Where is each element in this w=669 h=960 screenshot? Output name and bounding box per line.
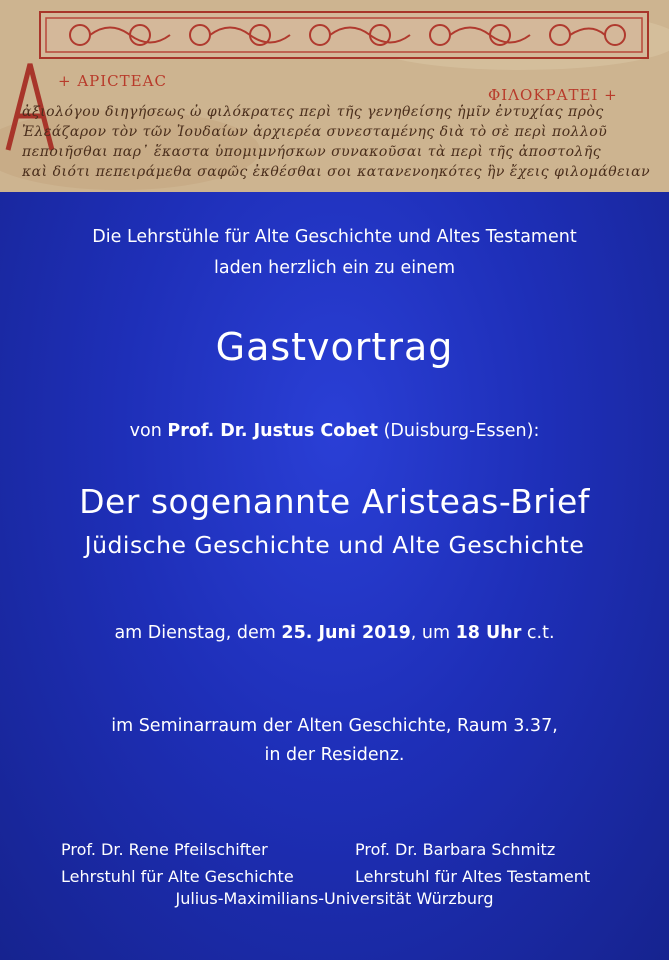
speaker-line: [0, 421, 669, 441]
date-middle: , um: [410, 623, 451, 643]
signatory-left: [61, 836, 294, 890]
invitation-text: [0, 222, 669, 284]
lecture-title: Der sogenannte Aristeas-Brief: [79, 482, 590, 521]
signatory-left-name: Prof. Dr. Rene Pfeilschifter: [61, 840, 268, 859]
manuscript-script-line: καὶ διότι πεπειράμεθα σαφῶς ἐκθέσθαι σοι κατανενοηκότες ἣν ἔχεις φιλομάθειαν: [22, 164, 651, 180]
invitation-line-2: laden herzlich ein zu einem: [213, 258, 455, 278]
speaker-name: Prof. Dr. Justus Cobet: [167, 421, 378, 441]
signatory-right-name: Prof. Dr. Barbara Schmitz: [355, 840, 556, 859]
date-suffix: c.t.: [526, 623, 555, 643]
manuscript-heading-left: + ΑΡΙϹΤΕΑϹ: [58, 72, 167, 90]
manuscript-heading-right: ΦΙΛΟΚΡΑΤΕΙ +: [488, 86, 618, 104]
location-text: [0, 712, 669, 770]
lecture-subtitle: Jüdische Geschichte und Alte Geschichte: [84, 531, 585, 559]
date-day: 25. Juni 2019: [281, 623, 411, 643]
date-time: 18 Uhr: [455, 623, 522, 643]
location-line-2: in der Residenz.: [264, 745, 405, 765]
manuscript-image: [0, 0, 669, 192]
invitation-line-1: Die Lehrstühle für Alte Geschichte und Altes Testament: [92, 227, 577, 247]
speaker-prefix: von: [129, 421, 162, 441]
speaker-affiliation: (Duisburg-Essen):: [383, 421, 540, 441]
signatory-right-chair: Lehrstuhl für Altes Testament: [355, 867, 591, 886]
location-line-1: im Seminarraum der Alten Geschichte, Raum 3.37,: [111, 716, 558, 736]
manuscript-script-line: Ἐλεάζαρον τὸν τῶν Ἰουδαίων ἀρχιερέα συνεσταμένης διὰ τὸ σὲ περὶ πολλοῦ: [22, 124, 608, 140]
date-line: [0, 623, 669, 643]
university-name: Julius-Maximilians-Universität Würzburg: [175, 889, 494, 908]
date-prefix: am Dienstag, dem: [114, 623, 276, 643]
manuscript-script-line: πεποιῆσθαι παρ᾽ ἕκαστα ὑπομιμνήσκων συνακοῦσαι τὰ περὶ τῆς ἀποστολῆς: [22, 144, 602, 160]
manuscript-script-line: ἀξιολόγου διηγήσεως ὦ φιλόκρατες περὶ τῆς γενηθείσης ἡμῖν ἐντυχίας πρὸς: [22, 104, 604, 120]
event-type-heading: Gastvortrag: [215, 325, 454, 369]
signatory-right: [355, 836, 590, 890]
signatory-left-chair: Lehrstuhl für Alte Geschichte: [61, 867, 294, 886]
